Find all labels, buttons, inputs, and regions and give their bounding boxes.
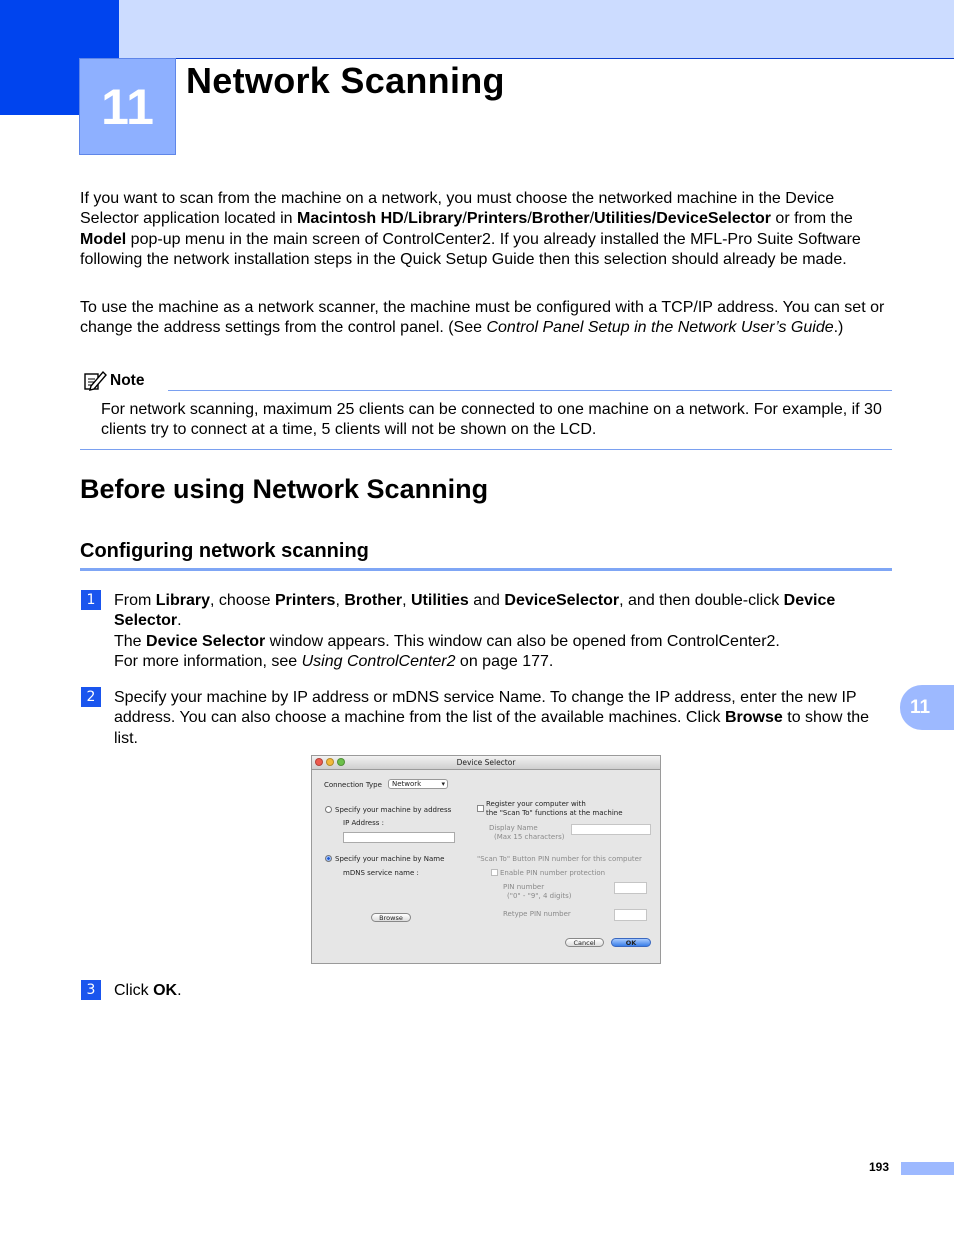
chapter-title: Network Scanning [186, 60, 505, 101]
radio-specify-by-address[interactable] [325, 806, 332, 813]
step-2-badge: 2 [81, 687, 101, 707]
ok-button[interactable]: OK [611, 938, 651, 947]
connection-type-select[interactable] [388, 779, 448, 789]
radio-address-label: Specify your machine by address [335, 806, 452, 814]
radio-specify-by-name[interactable] [325, 855, 332, 862]
intro-paragraph-2: To use the machine as a network scanner, the machine must be configured with a TCP/IP address. You can set or change the address settings from the control panel. (See Control Panel Setup in the Network User’s Guide.) [80, 299, 885, 337]
dialog-titlebar [312, 756, 660, 770]
display-name-hint: (Max 15 characters) [494, 833, 565, 841]
chapter-number-box: 11 [79, 58, 176, 155]
register-computer-checkbox[interactable] [477, 805, 484, 812]
ip-address-label: IP Address : [343, 819, 384, 827]
window-controls [315, 758, 345, 766]
note-label: Note [110, 372, 145, 389]
note-header [83, 370, 144, 392]
device-selector-dialog [311, 755, 661, 964]
subsection-heading: Configuring network scanning [80, 540, 369, 562]
page-number-bar [901, 1162, 954, 1175]
browse-button[interactable]: Browse [371, 913, 411, 922]
enable-pin-checkbox[interactable] [491, 869, 498, 876]
step-2-text: Specify your machine by IP address or mDNS service Name. To change the IP address, enter the new IP address. You can also choose a machine from the list of the available machines. Click Browse to show the list. [114, 689, 870, 747]
display-name-label: Display Name [489, 824, 538, 832]
intro-paragraph-1: If you want to scan from the machine on a network, you must choose the networked machine in the Device Selector application located in Macintosh HD/Library/Printers/Brother/Utilities/DeviceSelector or from the Model pop-up menu in the main screen of ControlCenter2. If you already installed the MFL-Pro Suite Software following the network installation steps in the Quick Setup Guide then this selection should already be made. [80, 190, 861, 268]
register-line-1: Register your computer with [486, 800, 586, 808]
note-divider-bottom [80, 449, 892, 450]
radio-name-label: Specify your machine by Name [335, 855, 445, 863]
step-3-badge: 3 [81, 980, 101, 1000]
display-name-input[interactable] [571, 824, 651, 835]
pin-section-label: "Scan To" Button PIN number for this computer [477, 855, 642, 863]
retype-pin-input[interactable] [614, 909, 647, 921]
connection-type-label: Connection Type [324, 781, 382, 789]
close-window-icon[interactable] [315, 758, 323, 766]
minimize-window-icon[interactable] [326, 758, 334, 766]
step-1-text: From Library, choose Printers, Brother, Utilities and DeviceSelector, and then double-click Device Selector. The Device Selector window appears. This window can also be opened from ControlCenter2. For more information, see Using ControlCenter2 on page 177. [114, 592, 836, 670]
chevron-down-icon: ▾ [441, 780, 445, 788]
zoom-window-icon[interactable] [337, 758, 345, 766]
note-divider-top [168, 390, 892, 391]
step-3-text: Click OK. [114, 982, 182, 999]
pin-number-hint: ("0" - "9", 4 digits) [507, 892, 572, 900]
page-number: 193 [869, 1160, 890, 1174]
cancel-button[interactable]: Cancel [565, 938, 604, 947]
note-pencil-icon [83, 370, 107, 392]
pin-number-label: PIN number [503, 883, 545, 891]
subsection-rule [80, 568, 892, 571]
chapter-side-tab [900, 685, 954, 730]
section-heading: Before using Network Scanning [80, 474, 489, 504]
dialog-title: Device Selector [456, 758, 516, 767]
pin-number-input[interactable] [614, 882, 647, 894]
note-text: For network scanning, maximum 25 clients can be connected to one machine on a network. For example, if 30 clients try to connect at a time, 5 clients will not be shown on the LCD. [101, 401, 882, 439]
mdns-label: mDNS service name : [343, 869, 419, 877]
ip-address-input[interactable] [343, 832, 455, 843]
header-band [0, 0, 954, 59]
retype-pin-label: Retype PIN number [503, 910, 571, 918]
step-1-badge: 1 [81, 590, 101, 610]
enable-pin-label: Enable PIN number protection [500, 869, 606, 877]
side-tab-number: 11 [910, 696, 931, 718]
connection-type-value: Network [392, 780, 422, 788]
register-line-2: the "Scan To" functions at the machine [486, 809, 623, 817]
